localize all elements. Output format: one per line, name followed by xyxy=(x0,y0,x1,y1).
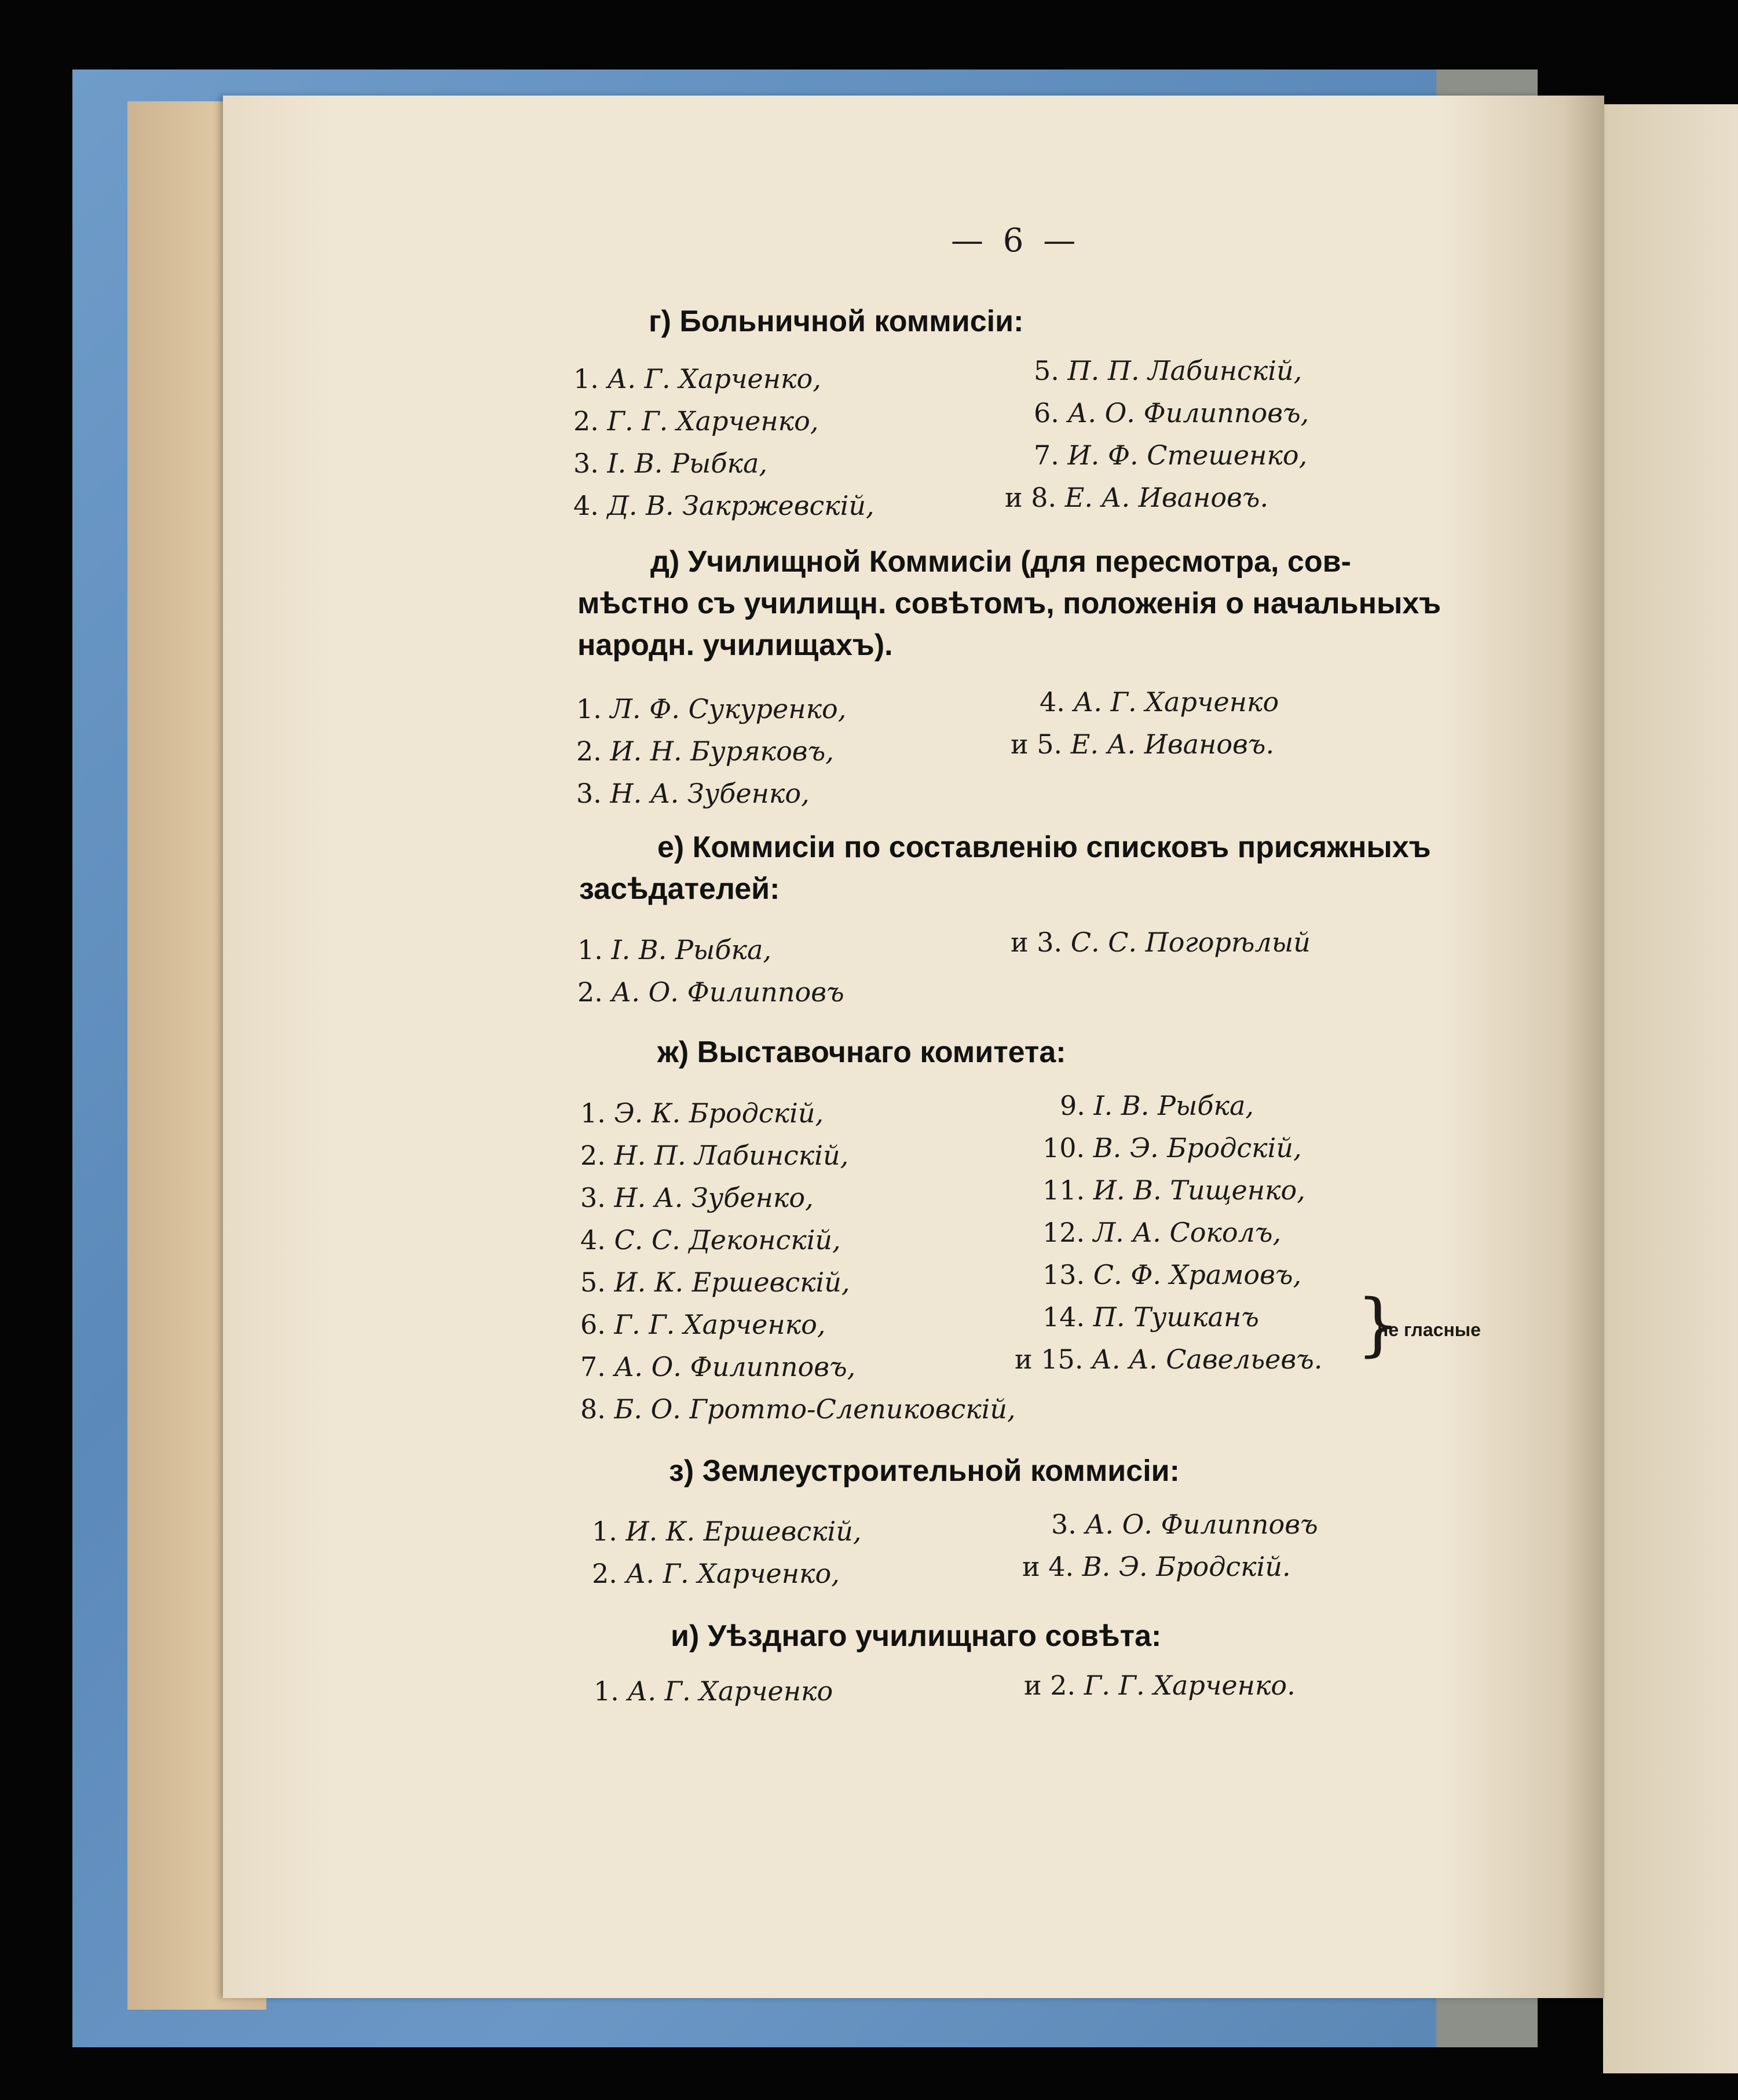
person-name: С. Ф. Храмовъ, xyxy=(1093,1259,1302,1290)
list-item xyxy=(1034,397,1309,429)
item-number: 1. xyxy=(576,693,602,725)
section-heading: д) Училищной Коммисіи (для пересмотра, сов- xyxy=(650,545,1351,579)
person-name: А. О. Филипповъ xyxy=(1085,1509,1318,1540)
list-item xyxy=(573,490,875,521)
list-item xyxy=(1022,1551,1291,1582)
person-name: В. Э. Бродскій, xyxy=(1093,1132,1302,1164)
person-name: Г. Г. Харченко, xyxy=(614,1309,826,1340)
book-page xyxy=(223,96,1604,1998)
list-item xyxy=(1042,1259,1301,1290)
item-number: и 8. xyxy=(1005,482,1057,513)
list-item xyxy=(577,934,771,965)
section-heading: г) Больничной коммисіи: xyxy=(649,305,1024,338)
person-name: И. В. Тищенко, xyxy=(1093,1175,1305,1206)
person-name: С. С. Погорѣлый xyxy=(1070,927,1311,958)
list-item xyxy=(1042,1132,1302,1164)
item-number: 1. xyxy=(580,1097,606,1129)
item-number: 1. xyxy=(592,1516,617,1547)
section-heading: е) Коммисіи по составленію списковъ присяжныхъ xyxy=(657,831,1431,864)
brace-glyph: } xyxy=(1356,1284,1400,1364)
person-name: Э. К. Бродскій, xyxy=(614,1097,824,1129)
list-item xyxy=(1024,1670,1296,1701)
item-number: 5. xyxy=(1034,355,1059,386)
item-number: 4. xyxy=(580,1224,606,1256)
section-heading: ж) Выставочнаго комитета: xyxy=(657,1036,1066,1069)
page-number: — 6 — xyxy=(951,222,1081,259)
item-number: и 4. xyxy=(1022,1551,1074,1582)
person-name: Д. В. Закржевскій, xyxy=(607,490,875,521)
person-name: А. Г. Харченко xyxy=(627,1675,833,1707)
section-heading: з) Землеустроительной коммисіи: xyxy=(669,1454,1180,1488)
person-name: Н. А. Зубенко, xyxy=(610,778,810,809)
person-name: І. В. Рыбка, xyxy=(1093,1090,1254,1121)
item-number: 2. xyxy=(577,976,603,1008)
list-item xyxy=(1040,686,1279,718)
item-number: и 2. xyxy=(1024,1670,1076,1701)
item-number: 1. xyxy=(577,934,603,965)
person-name: Н. А. Зубенко, xyxy=(614,1182,814,1213)
item-number: 6. xyxy=(580,1309,606,1340)
person-name: А. О. Филипповъ, xyxy=(1067,397,1309,429)
item-number: 8. xyxy=(580,1393,606,1425)
item-number: 11. xyxy=(1042,1175,1085,1206)
list-item xyxy=(1015,1344,1322,1375)
person-name: Б. О. Гротто-Слепиковскій, xyxy=(614,1393,1016,1425)
list-item xyxy=(576,778,810,809)
item-number: 9. xyxy=(1060,1090,1085,1121)
list-item xyxy=(1042,1217,1281,1248)
person-name: І. В. Рыбка, xyxy=(607,448,767,479)
person-name: И. К. Ершевскій, xyxy=(625,1516,862,1547)
person-name: І. В. Рыбка, xyxy=(611,934,771,965)
list-item xyxy=(1034,355,1302,386)
item-number: 1. xyxy=(594,1675,619,1707)
item-number: 3. xyxy=(576,778,602,809)
list-item xyxy=(594,1675,833,1707)
person-name: А. А. Савельевъ. xyxy=(1092,1344,1323,1375)
section-heading: мѣстно съ училищн. совѣтомъ, положенія о начальныхъ xyxy=(577,587,1441,620)
item-number: 7. xyxy=(1034,440,1059,471)
item-number: 14. xyxy=(1042,1301,1085,1333)
list-item xyxy=(580,1182,814,1213)
list-item xyxy=(592,1558,840,1589)
item-number: 12. xyxy=(1042,1217,1085,1248)
person-name: Е. А. Ивановъ. xyxy=(1064,482,1269,513)
list-item xyxy=(573,448,767,479)
list-item xyxy=(592,1516,862,1547)
person-name: И. Ф. Стешенко, xyxy=(1067,440,1308,471)
list-item xyxy=(580,1393,1016,1425)
non-member-note: не гласные xyxy=(1377,1319,1481,1340)
list-item xyxy=(1051,1509,1318,1540)
person-name: Г. Г. Харченко. xyxy=(1084,1670,1296,1701)
list-item xyxy=(580,1267,850,1298)
item-number: 2. xyxy=(573,405,599,437)
item-number: 3. xyxy=(1051,1509,1077,1540)
item-number: 13. xyxy=(1042,1259,1085,1290)
section-heading: и) Уѣзднаго училищнаго совѣта: xyxy=(671,1619,1162,1653)
section-heading: народн. училищахъ). xyxy=(577,628,893,662)
item-number: 4. xyxy=(573,490,599,521)
list-item xyxy=(580,1140,848,1171)
list-item xyxy=(1011,927,1311,958)
item-number: 2. xyxy=(576,736,602,767)
list-item xyxy=(576,736,834,767)
facing-page-edge xyxy=(1603,104,1738,2073)
item-number: и 3. xyxy=(1011,927,1063,958)
list-item xyxy=(580,1351,855,1382)
person-name: А. Г. Харченко, xyxy=(607,363,821,394)
person-name: Е. А. Ивановъ. xyxy=(1070,729,1275,760)
list-item xyxy=(1005,482,1268,513)
person-name: И. Н. Буряковъ, xyxy=(610,736,834,767)
item-number: 7. xyxy=(580,1351,606,1382)
list-item xyxy=(1011,729,1274,760)
person-name: П. Тушканъ xyxy=(1093,1301,1259,1333)
section-heading: засѣдателей: xyxy=(579,872,780,906)
person-name: Н. П. Лабинскій, xyxy=(614,1140,849,1171)
item-number: 3. xyxy=(573,448,599,479)
list-item xyxy=(573,363,821,394)
list-item xyxy=(573,405,818,437)
item-number: 5. xyxy=(580,1267,606,1298)
person-name: Г. Г. Харченко, xyxy=(607,405,819,437)
item-number: 1. xyxy=(573,363,599,394)
person-name: А. О. Филипповъ xyxy=(611,976,844,1008)
person-name: Л. Ф. Сукуренко, xyxy=(610,693,847,725)
person-name: П. П. Лабинскій, xyxy=(1067,355,1302,386)
item-number: 2. xyxy=(580,1140,606,1171)
item-number: 3. xyxy=(580,1182,606,1213)
person-name: А. Г. Харченко xyxy=(1073,686,1279,718)
person-name: Л. А. Соколъ, xyxy=(1093,1217,1282,1248)
item-number: 2. xyxy=(592,1558,617,1589)
list-item xyxy=(1042,1301,1259,1333)
list-item xyxy=(577,976,844,1008)
list-item xyxy=(1042,1175,1305,1206)
person-name: В. Э. Бродскій. xyxy=(1082,1551,1291,1582)
item-number: и 5. xyxy=(1011,729,1063,760)
item-number: 4. xyxy=(1040,686,1065,718)
person-name: С. С. Деконскій, xyxy=(614,1224,841,1256)
list-item xyxy=(1060,1090,1254,1121)
list-item xyxy=(580,1309,825,1340)
person-name: А. О. Филипповъ, xyxy=(614,1351,856,1382)
list-item xyxy=(580,1224,841,1256)
person-name: И. К. Ершевскій, xyxy=(614,1267,850,1298)
list-item xyxy=(1034,440,1307,471)
list-item xyxy=(580,1097,824,1129)
person-name: А. Г. Харченко, xyxy=(625,1558,840,1589)
item-number: 6. xyxy=(1034,397,1059,429)
list-item xyxy=(576,693,846,725)
item-number: и 15. xyxy=(1015,1344,1084,1375)
item-number: 10. xyxy=(1042,1132,1085,1164)
